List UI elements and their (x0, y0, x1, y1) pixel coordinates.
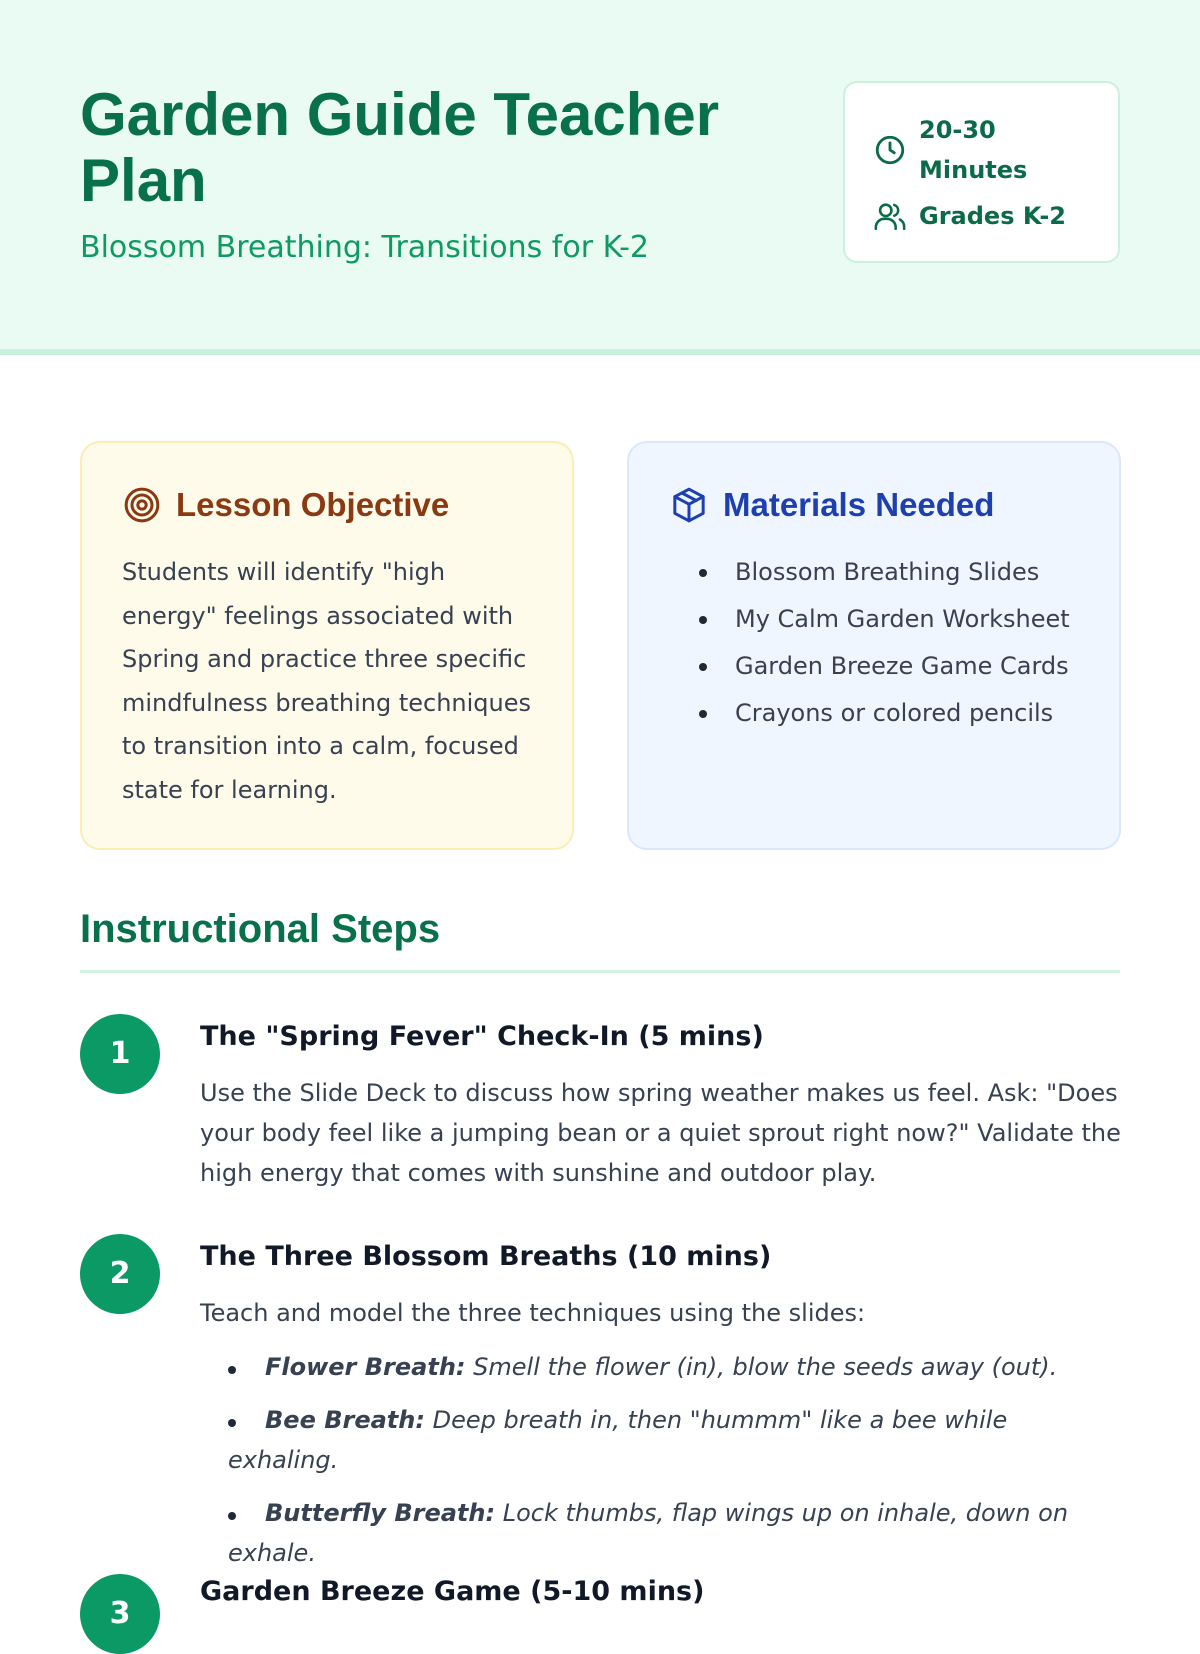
users-icon (873, 199, 907, 233)
page-header (0, 0, 1200, 355)
technique-text: Deep breath in, then "hummm" like a bee while exhaling. (228, 1406, 1008, 1474)
materials-item: My Calm Garden Worksheet (669, 596, 1070, 643)
lesson-objective-card (80, 441, 574, 850)
package-icon (669, 485, 709, 525)
step-title: The "Spring Fever" Check-In (5 mins) (200, 1021, 764, 1052)
materials-item: Garden Breeze Game Cards (669, 643, 1070, 690)
step-number-badge: 2 (80, 1234, 160, 1314)
step-number-badge: 3 (80, 1574, 160, 1654)
technique-name: Butterfly Breath: (265, 1499, 496, 1527)
technique-item (228, 1493, 1122, 1573)
materials-item: Blossom Breathing Slides (669, 549, 1070, 596)
target-icon (122, 485, 162, 525)
technique-item (228, 1347, 1122, 1387)
clock-icon (873, 133, 907, 167)
objective-heading-row (122, 485, 449, 525)
instructional-steps-heading: Instructional Steps (80, 907, 441, 951)
technique-text: Smell the flower (in), blow the seeds away (out). (473, 1353, 1058, 1381)
duration-text: 20-30 Minutes (919, 116, 1028, 184)
grades-text: Grades K-2 (919, 202, 1066, 230)
objective-heading: Lesson Objective (176, 486, 450, 523)
step-description: Use the Slide Deck to discuss how spring weather makes us feel. Ask: "Does your body feel like a jumping bean or a quiet sprout right now?" Validate the high energy that comes with sunshine and outdoor play. (200, 1079, 1121, 1187)
duration-info (873, 110, 1029, 190)
step-number-badge: 1 (80, 1014, 160, 1094)
page-subtitle: Blossom Breathing: Transitions for K-2 (80, 230, 650, 265)
step-title: The Three Blossom Breaths (10 mins) (200, 1241, 772, 1272)
materials-list (669, 549, 1070, 737)
technique-name: Bee Breath: (265, 1406, 425, 1434)
lesson-meta-card (843, 81, 1120, 263)
technique-item (228, 1400, 1122, 1480)
section-divider (80, 970, 1120, 973)
materials-card (627, 441, 1121, 850)
materials-heading: Materials Needed (723, 486, 995, 523)
materials-item: Crayons or colored pencils (669, 690, 1070, 737)
grades-info (873, 196, 1066, 236)
breathing-techniques-list (228, 1347, 1122, 1586)
page-title: Garden Guide Teacher Plan (80, 81, 720, 214)
technique-text: Lock thumbs, flap wings up on inhale, down on exhale. (228, 1499, 1069, 1567)
technique-name: Flower Breath: (265, 1353, 466, 1381)
step-description: Teach and model the three techniques using the slides: (200, 1299, 866, 1327)
materials-heading-row (669, 485, 994, 525)
step-title: Garden Breeze Game (5-10 mins) (200, 1576, 705, 1607)
objective-text: Students will identify "high energy" feelings associated with Spring and practice three specific mindfulness breathing techniques to transition into a calm, focused state for learning. (122, 558, 532, 804)
